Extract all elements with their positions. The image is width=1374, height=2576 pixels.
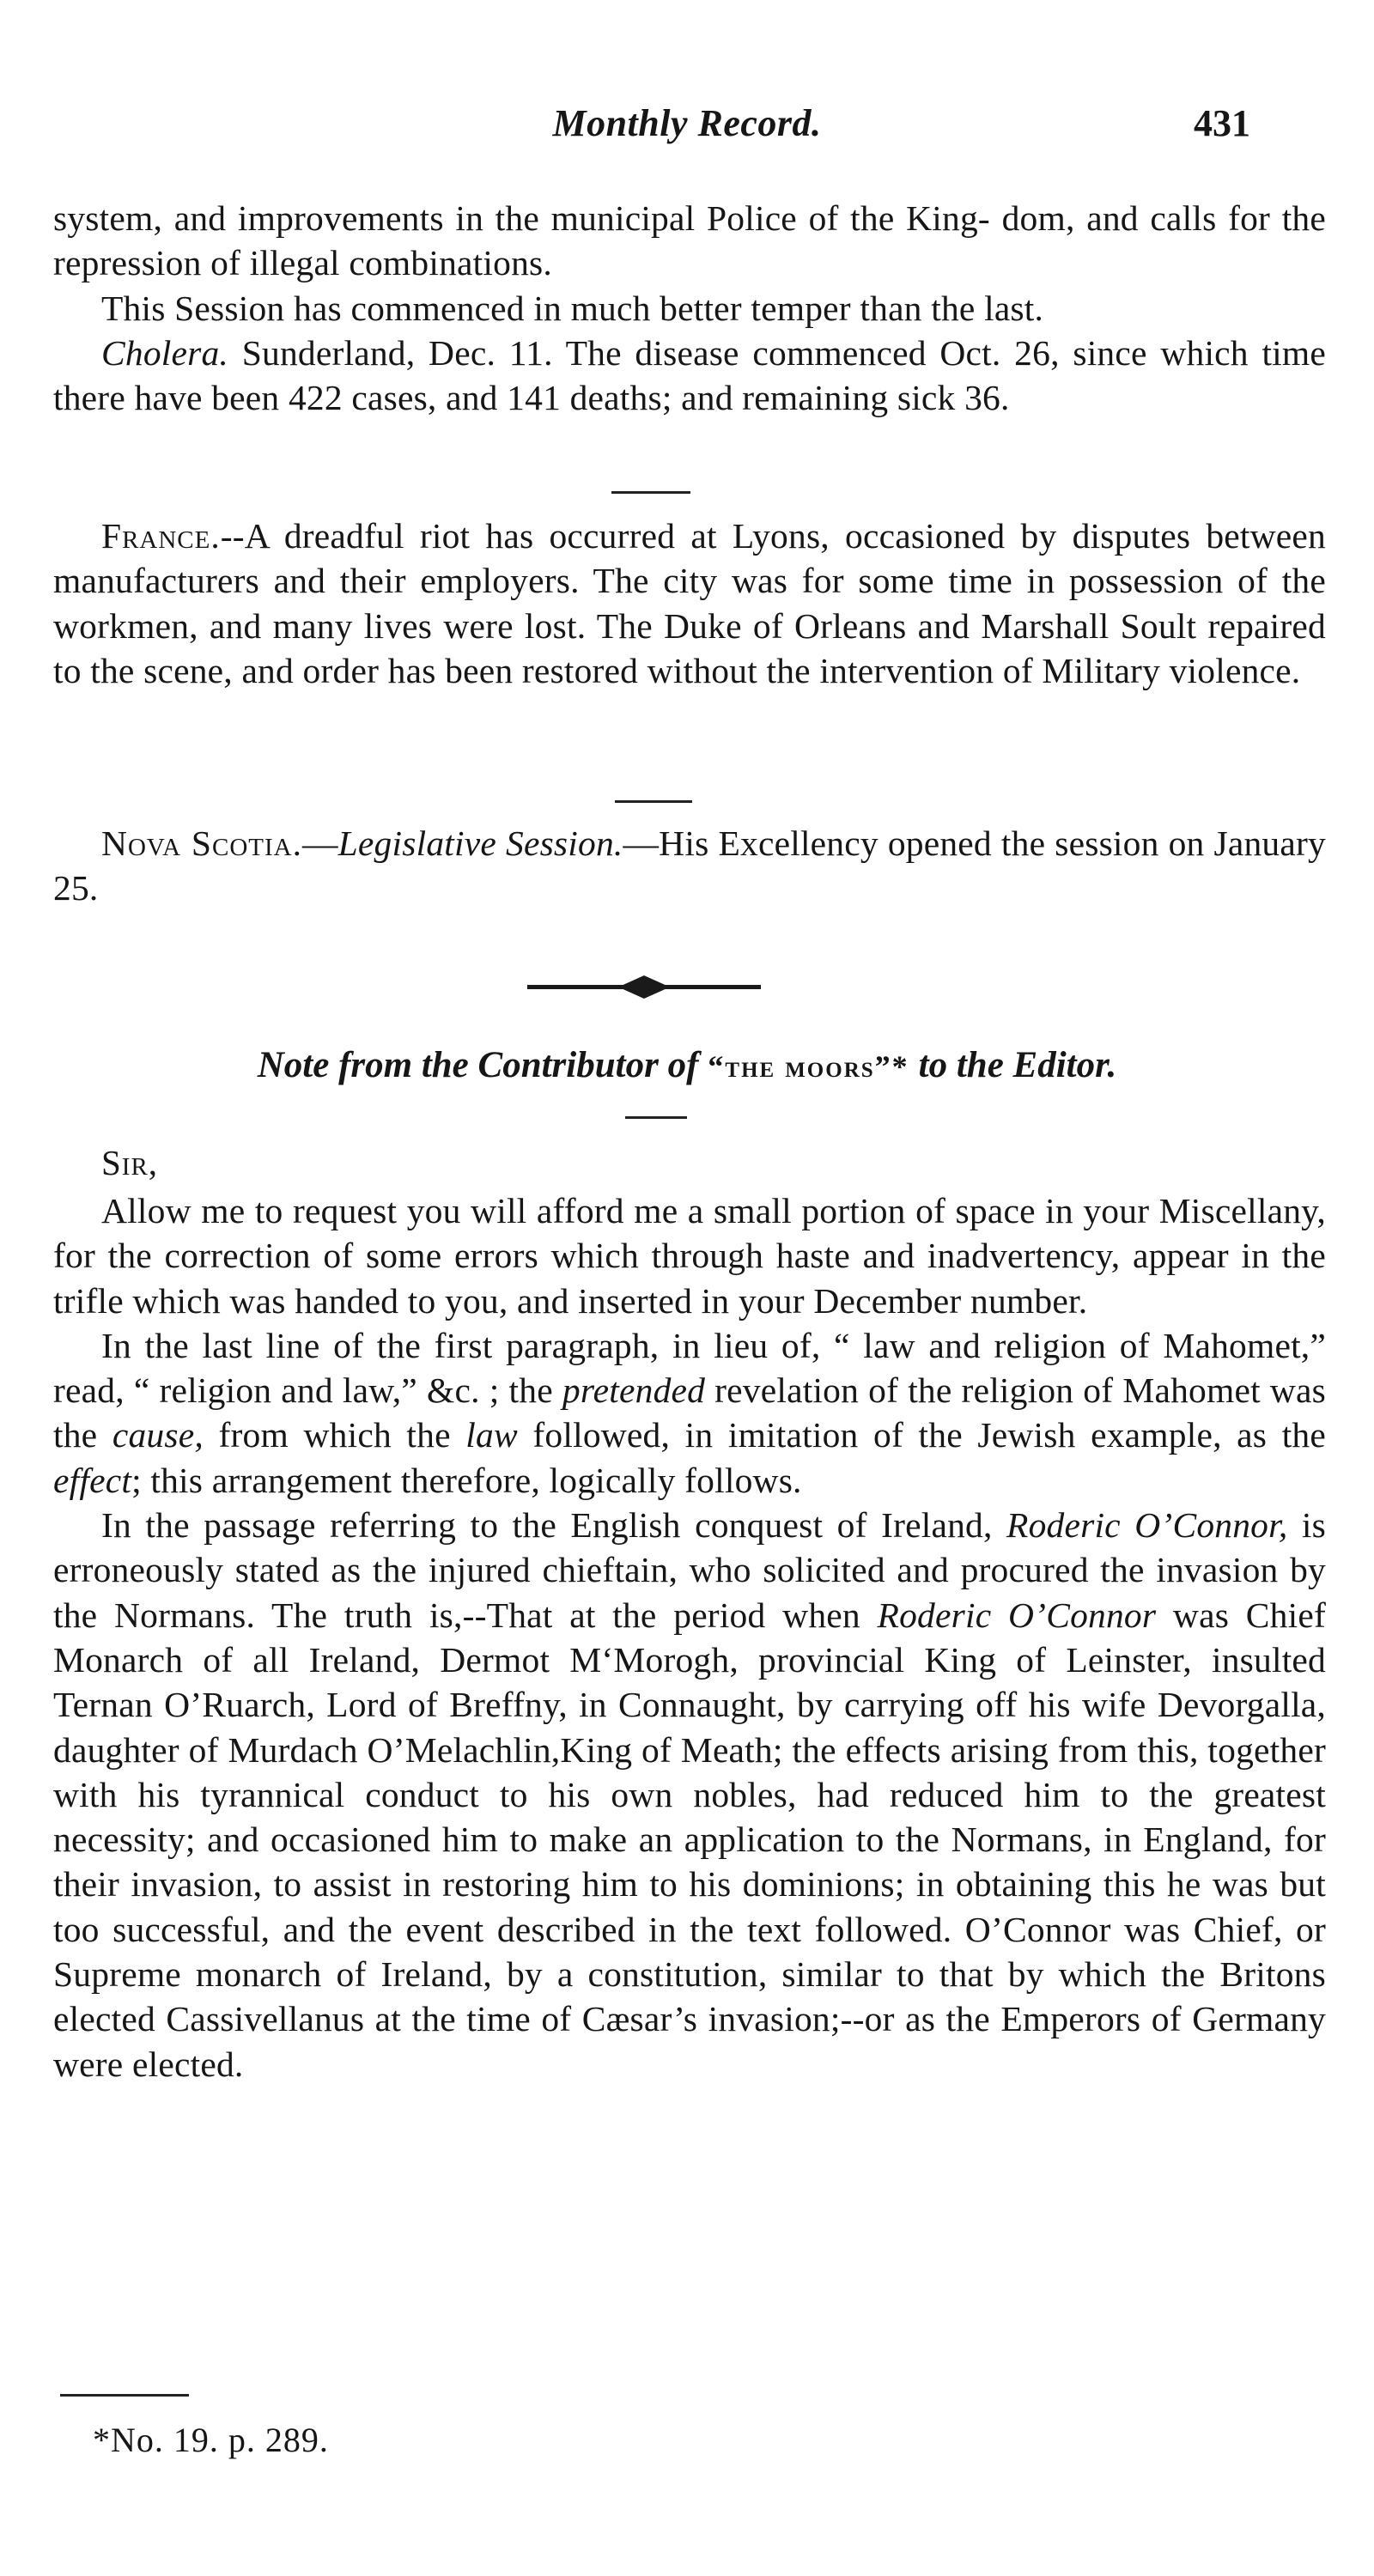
page-header [52,101,1322,153]
section-divider-1 [611,491,690,494]
letter-body [53,1188,1326,2087]
letter-paragraph-3 [53,1503,1326,2087]
para3-text-c: was Chief Monarch of all Ireland, Dermot M‘Morogh, provincial King of Leinster, insulted Ternan O’Ruarch, Lord of Breffny, in Connaught, by carrying off his wife Devorgalla, daughter of Murdach O’Melachlin,King of Meath; the effects arising from this, together with his tyrannical conduct to his own nobles, had reduced him to the greatest necessity; and occasioned him to make an application to the Normans, in England, for their invasion, to assist in restoring him to his dominions; in obtaining this he was but too successful, and the event described in the text followed. O’Connor was Chief, or Supreme monarch of Ireland, by a constitution, similar to that by which the Britons elected Cassivellanus at the time of Cæsar’s invasion;--or as the Emperors of Germany were elected. [53,1595,1326,2084]
letter-paragraph-1: Allow me to request you will afford me a small portion of space in your Miscellany, for the correction of some errors which through haste and inadvertency, appear in the trifle which was handed to you, and inserted in your December number. [53,1191,1326,1321]
footnote-rule [60,2394,189,2397]
cholera-paragraph [53,331,1326,421]
nova-scotia-paragraph [53,821,1326,911]
france-paragraph [53,513,1326,693]
para2-pretended: pretended [562,1370,706,1411]
para3-text-a: In the passage referring to the English conquest of Ireland, [101,1505,1007,1546]
note-title-part1: Note from the Contributor of [257,1045,699,1085]
para2-law: law [465,1415,518,1455]
france-section [53,513,1326,693]
para2-effect: effect [53,1460,132,1500]
france-label: France. [101,516,221,556]
nova-scotia-heading: Legislative Session. [337,823,623,863]
france-text: --A dreadful riot has occurred at Lyons, occasioned by disputes between manufacturers and their employers. The city was for some time in possession of the workmen, and many lives were lost. The Duke of Orleans and Marshall Soult repaired to the scene, and order has been restored without the intervention of Military violence. [53,516,1326,690]
continued-line-1: system, and improvements in the municipal Police of the King- [53,198,990,238]
title-underline [625,1116,687,1119]
session-paragraph: This Session has commenced in much better temper than the last. [101,288,1044,328]
para2-cause: cause, [112,1415,204,1455]
cholera-text: Sunderland, Dec. 11. The disease commenced Oct. 26, since which time there have been 422 cases, and 141 deaths; and remaining sick 36. [53,332,1327,418]
cholera-label: Cholera. [101,332,229,373]
para3-roderic-2: Roderic O’Connor [877,1595,1157,1635]
ornamental-divider [524,970,764,1005]
nova-scotia-label: Nova Scotia. [101,823,302,863]
note-title [52,1044,1322,1086]
para2-text-c: from which the [203,1415,466,1455]
continued-line-2: dom, and calls for the repression of illegal combinations. [53,198,1326,283]
para2-text-d: followed, in imitation of the Jewish example, as the [517,1415,1326,1455]
para2-text-b: revelation of the religion of Mahomet was the [53,1370,1327,1455]
para3-roderic-1: Roderic O’Connor, [1006,1505,1288,1546]
footnote: *No. 19. p. 289. [93,2421,329,2459]
nova-scotia-section [53,821,1326,911]
running-title: Monthly Record. [552,102,822,144]
para2-text-e: ; this arrangement therefore, logically follows. [131,1460,802,1500]
salutation: Sir, [101,1143,159,1182]
top-section [53,196,1326,420]
nova-scotia-dash: — [301,823,338,863]
continued-paragraph [53,196,1326,286]
note-title-caps: “the moors”* [698,1049,919,1084]
letter-paragraph-2 [53,1323,1326,1503]
para3-text-b: is erroneously stated as the injured chieftain, who solicited and procured the invasion by the Normans. The truth is,--That at the period when [53,1505,1327,1635]
nova-scotia-text: —His Excellency opened the session on January 25. [53,823,1326,908]
note-title-part2: to the Editor. [918,1045,1117,1085]
section-divider-2 [615,800,692,803]
para2-text-a: In the last line of the first paragraph, in lieu of, “ law and religion of Mahomet,” read, “ religion and law,” &c. ; the [53,1325,1326,1411]
page-number: 431 [1194,102,1250,144]
